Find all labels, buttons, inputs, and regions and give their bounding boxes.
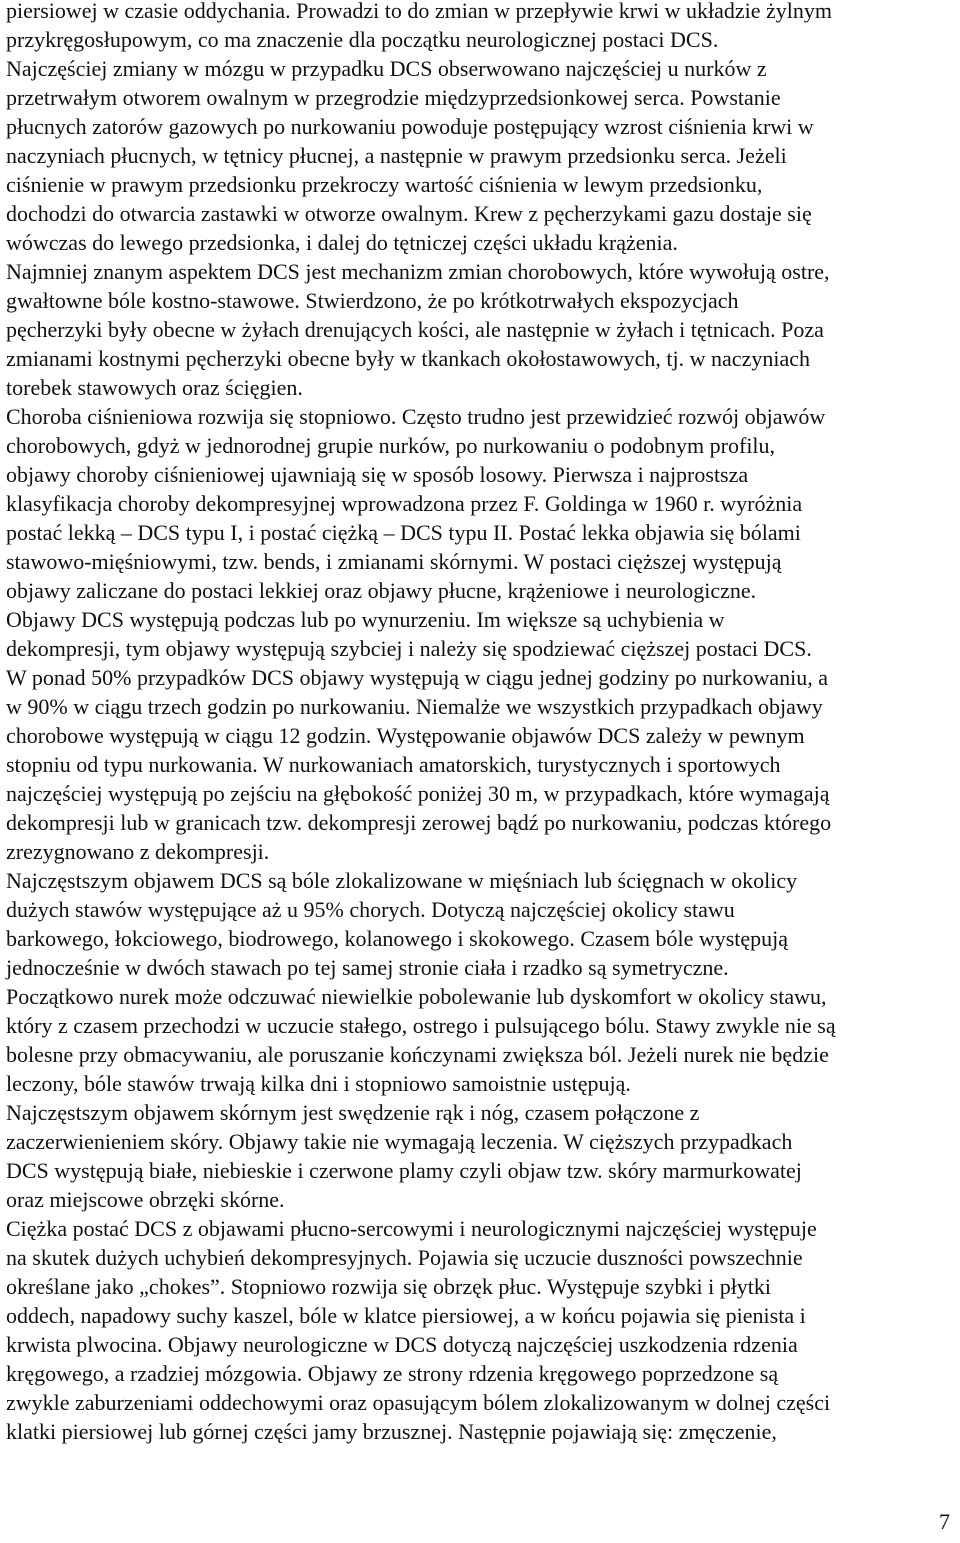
text-line: dekompresji, tym objawy występują szybciej i należy się spodziewać cięższej postaci DCS. [6, 636, 812, 661]
text-line: określane jako „chokes”. Stopniowo rozwija się obrzęk płuc. Występuje szybki i płytki [6, 1274, 772, 1299]
text-line: który z czasem przechodzi w uczucie stałego, ostrego i pulsującego bólu. Stawy zwykle nie są [6, 1013, 836, 1038]
text-line: wówczas do lewego przedsionka, i dalej do tętniczej części układu krążenia. [6, 230, 678, 255]
text-line: klasyfikacja choroby dekompresyjnej wprowadzona przez F. Goldinga w 1960 r. wyróżnia [6, 491, 803, 516]
text-line: Najczęstszym objawem DCS są bóle zlokalizowane w mięśniach lub ścięgnach w okolicy [6, 868, 798, 893]
text-line: zwykle zaburzeniami oddechowymi oraz opasującym bólem zlokalizowanym w dolnej części [6, 1390, 831, 1415]
text-line: postać lekką – DCS typu I, i postać ciężką – DCS typu II. Postać lekka objawia się bólami [6, 520, 801, 545]
paragraph [6, 1098, 956, 1214]
text-line: zrezygnowano z dekompresji. [6, 839, 270, 864]
text-line: gwałtowne bóle kostno-stawowe. Stwierdzono, że po krótkotrwałych ekspozycjach [6, 288, 739, 313]
text-line: dekompresji lub w granicach tzw. dekompresji zerowej bądź po nurkowaniu, podczas którego [6, 810, 832, 835]
text-line: krwista plwocina. Objawy neurologiczne w DCS dotyczą najczęściej uszkodzenia rdzenia [6, 1332, 798, 1357]
text-line: Choroba ciśnieniowa rozwija się stopniowo. Często trudno jest przewidzieć rozwój objawów [6, 404, 826, 429]
text-line: chorobowe występują w ciągu 12 godzin. Występowanie objawów DCS zależy w pewnym [6, 723, 805, 748]
text-line: przykręgosłupowym, co ma znaczenie dla początku neurologicznej postaci DCS. [6, 27, 719, 52]
text-line: płucnych zatorów gazowych po nurkowaniu powoduje postępujący wzrost ciśnienia krwi w [6, 114, 814, 139]
text-line: Początkowo nurek może odczuwać niewielkie pobolewanie lub dyskomfort w okolicy stawu, [6, 984, 827, 1009]
text-line: Najczęściej zmiany w mózgu w przypadku DCS obserwowano najczęściej u nurków z [6, 56, 767, 81]
text-line: oraz miejscowe obrzęki skórne. [6, 1187, 285, 1212]
text-line: kręgowego, a rzadziej mózgowia. Objawy ze strony rdzenia kręgowego poprzedzone są [6, 1361, 779, 1386]
text-line: klatki piersiowej lub górnej części jamy brzusznej. Następnie pojawiają się: zmęczenie, [6, 1419, 777, 1444]
text-line: leczony, bóle stawów trwają kilka dni i stopniowo samoistnie ustępują. [6, 1071, 631, 1096]
text-line: objawy choroby ciśnieniowej ujawniają się w sposób losowy. Pierwsza i najprostsza [6, 462, 749, 487]
text-line: Najczęstszym objawem skórnym jest swędzenie rąk i nóg, czasem połączone z [6, 1100, 700, 1125]
text-line: zaczerwienieniem skóry. Objawy takie nie wymagają leczenia. W cięższych przypadkach [6, 1129, 793, 1154]
text-line: najczęściej występują po zejściu na głębokość poniżej 30 m, w przypadkach, które wymagają [6, 781, 830, 806]
page-number: 7 [939, 1509, 950, 1534]
paragraph [6, 866, 956, 1098]
text-line: Objawy DCS występują podczas lub po wynurzeniu. Im większe są uchybienia w [6, 607, 725, 632]
text-line: objawy zaliczane do postaci lekkiej oraz objawy płucne, krążeniowe i neurologiczne. [6, 578, 757, 603]
text-line: pęcherzyki były obecne w żyłach drenujących kości, ale następnie w żyłach i tętnicach. Poza [6, 317, 824, 342]
text-line: na skutek dużych uchybień dekompresyjnych. Pojawia się uczucie duszności powszechnie [6, 1245, 803, 1270]
text-line: Ciężka postać DCS z objawami płucno-sercowymi i neurologicznymi najczęściej występuje [6, 1216, 817, 1241]
body-text [6, 0, 956, 1446]
text-line: stopniu od typu nurkowania. W nurkowaniach amatorskich, turystycznych i sportowych [6, 752, 781, 777]
text-line: przetrwałym otworem owalnym w przegrodzie międzyprzedsionkowej serca. Powstanie [6, 85, 781, 110]
text-line: torebek stawowych oraz ścięgien. [6, 375, 303, 400]
text-line: dochodzi do otwarcia zastawki w otworze owalnym. Krew z pęcherzykami gazu dostaje się [6, 201, 812, 226]
text-line: jednocześnie w dwóch stawach po tej samej stronie ciała i rzadko są symetryczne. [6, 955, 729, 980]
text-line: oddech, napadowy suchy kaszel, bóle w klatce piersiowej, a w końcu pojawia się pienista i [6, 1303, 806, 1328]
text-line: Najmniej znanym aspektem DCS jest mechanizm zmian chorobowych, które wywołują ostre, [6, 259, 830, 284]
text-line: bolesne przy obmacywaniu, ale poruszanie kończynami zwiększa ból. Jeżeli nurek nie będzie [6, 1042, 829, 1067]
text-line: w 90% w ciągu trzech godzin po nurkowaniu. Niemalże we wszystkich przypadkach objawy [6, 694, 823, 719]
text-line: naczyniach płucnych, w tętnicy płucnej, a następnie w prawym przedsionku serca. Jeżeli [6, 143, 787, 168]
text-line: dużych stawów występujące aż u 95% chorych. Dotyczą najczęściej okolicy stawu [6, 897, 735, 922]
paragraph [6, 257, 956, 402]
text-line: zmianami kostnymi pęcherzyki obecne były w tkankach okołostawowych, tj. w naczyniach [6, 346, 810, 371]
paragraph [6, 402, 956, 866]
paragraph [6, 1214, 956, 1446]
text-line: ciśnienie w prawym przedsionku przekroczy wartość ciśnienia w lewym przedsionku, [6, 172, 763, 197]
text-line: piersiowej w czasie oddychania. Prowadzi to do zmian w przepływie krwi w układzie żylnym [6, 0, 832, 23]
paragraph [6, 0, 956, 257]
text-line: barkowego, łokciowego, biodrowego, kolanowego i skokowego. Czasem bóle występują [6, 926, 789, 951]
text-line: DCS występują białe, niebieskie i czerwone plamy czyli objaw tzw. skóry marmurkowatej [6, 1158, 802, 1183]
text-line: stawowo-mięśniowymi, tzw. bends, i zmianami skórnymi. W postaci cięższej występują [6, 549, 782, 574]
text-line: W ponad 50% przypadków DCS objawy występują w ciągu jednej godziny po nurkowaniu, a [6, 665, 828, 690]
text-line: chorobowych, gdyż w jednorodnej grupie nurków, po nurkowaniu o podobnym profilu, [6, 433, 776, 458]
